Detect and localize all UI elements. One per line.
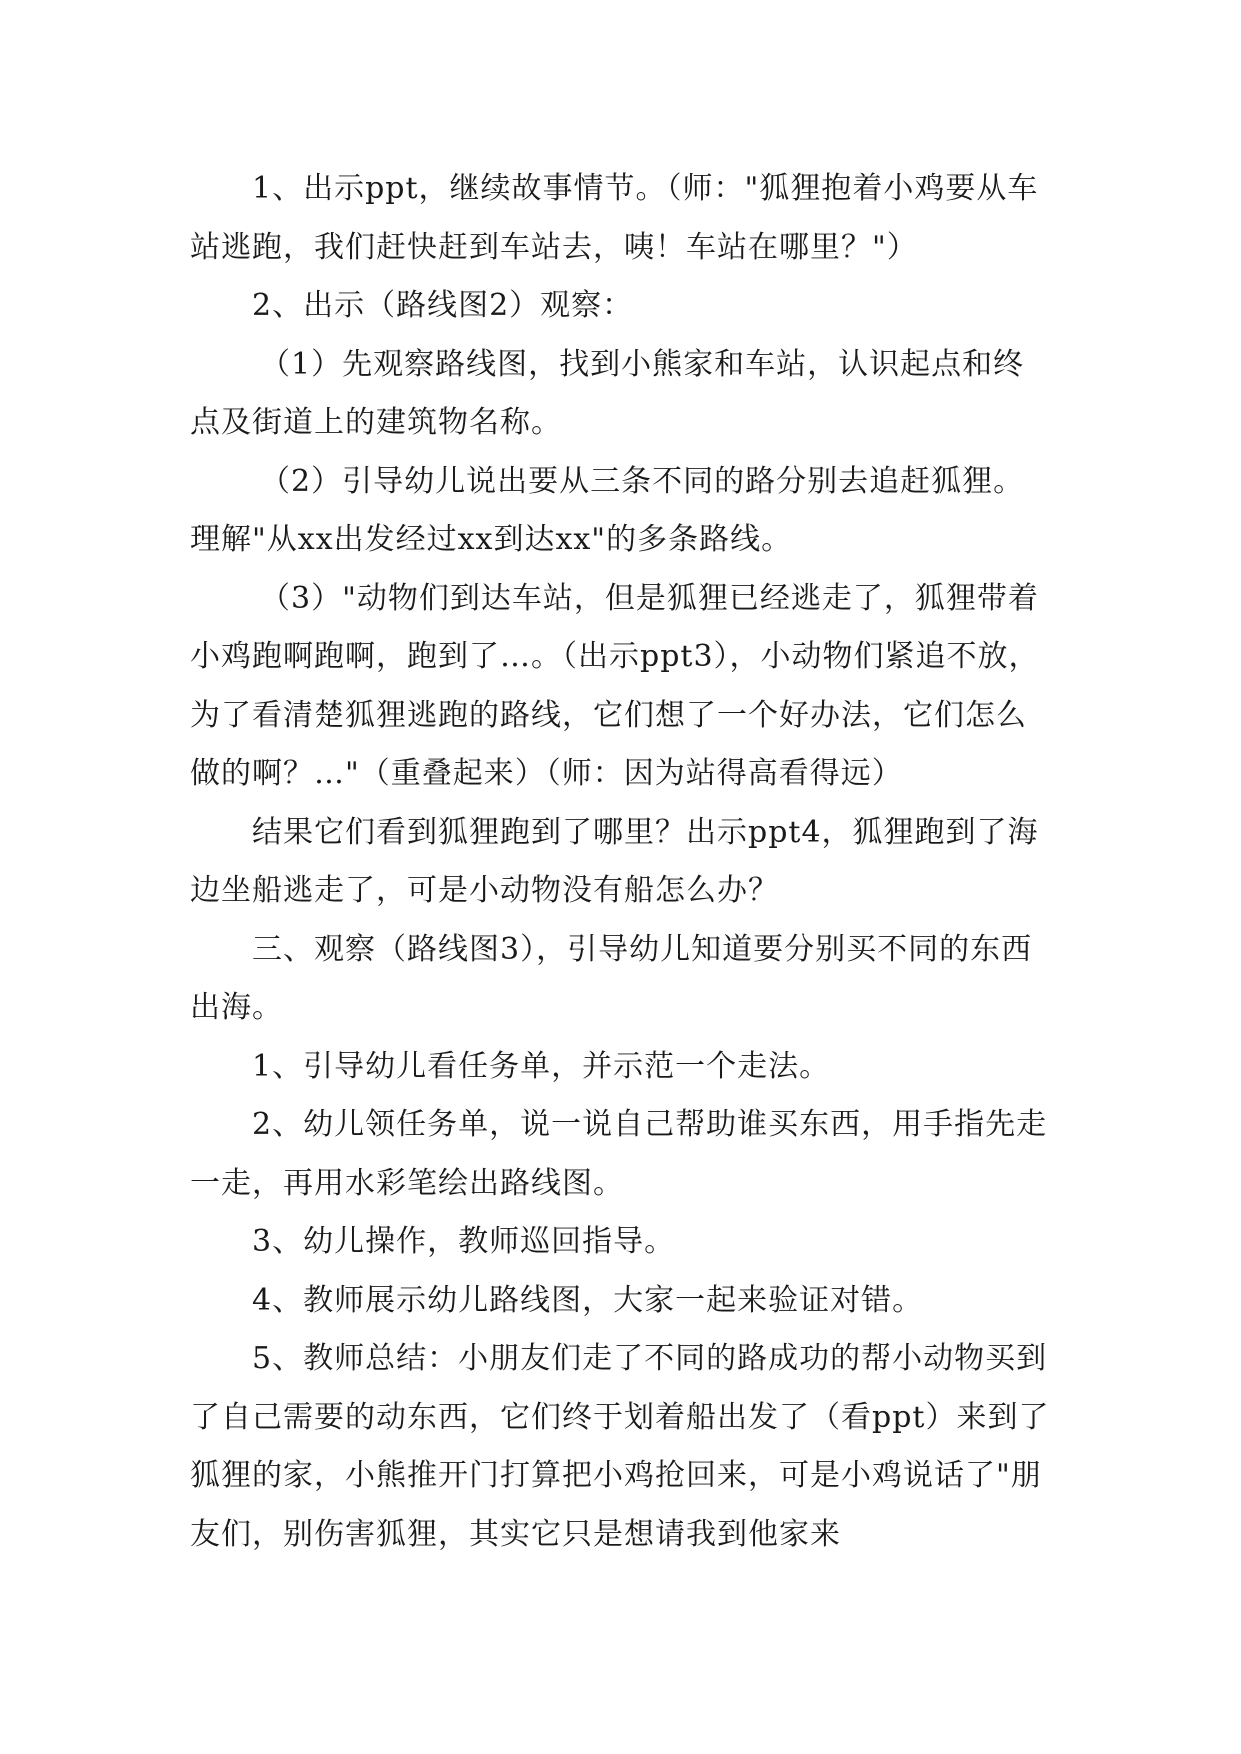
- paragraph-task-3: 3、幼儿操作，教师巡回指导。: [252, 1224, 676, 1259]
- paragraph-result: 结果它们看到狐狸跑到了哪里？出示ppt4，狐狸跑到了海边坐船逃走了，可是小动物没有船怎么办？: [190, 814, 1039, 908]
- paragraph-substep-3: （3）"动物们到达车站，但是狐狸已经逃走了，狐狸带着小鸡跑啊跑啊，跑到了…。（出示ppt3），小动物们紧追不放，为了看清楚狐狸逃跑的路线，它们想了一个好办法，它们怎么做的啊？…"（重叠起来）（师：因为站得高看得远）: [190, 580, 1040, 791]
- paragraph-task-2: 2、幼儿领任务单，说一说自己帮助谁买东西，用手指先走一走，再用水彩笔绘出路线图。: [190, 1107, 1048, 1201]
- paragraph-section-3: 三、观察（路线图3），引导幼儿知道要分别买不同的东西出海。: [190, 931, 1033, 1025]
- paragraph-task-1: 1、引导幼儿看任务单，并示范一个走法。: [252, 1048, 831, 1084]
- paragraph-step-1-show-ppt: 1、出示ppt，继续故事情节。（师："狐狸抱着小鸡要从车站逃跑，我们赶快赶到车站去，咦！车站在哪里？"）: [190, 171, 1039, 265]
- paragraph-substep-1: （1）先观察路线图，找到小熊家和车站，认识起点和终点及街道上的建筑物名称。: [190, 346, 1025, 440]
- paragraph-substep-2: （2）引导幼儿说出要从三条不同的路分别去追赶狐狸。理解"从xx出发经过xx到达xx"的多条路线。: [190, 463, 1025, 557]
- paragraph-task-5: 5、教师总结：小朋友们走了不同的路成功的帮小动物买到了自己需要的动东西，它们终于划着船出发了（看ppt）来到了狐狸的家，小熊推开门打算把小鸡抢回来，可是小鸡说话了"朋友们，别伤害狐狸，其实它只是想请我到他家来: [190, 1341, 1050, 1552]
- paragraph-task-4: 4、教师展示幼儿路线图，大家一起来验证对错。: [252, 1282, 924, 1318]
- paragraph-step-2-observe-map: 2、出示（路线图2）观察：: [252, 288, 634, 323]
- document-body: [190, 160, 1050, 1564]
